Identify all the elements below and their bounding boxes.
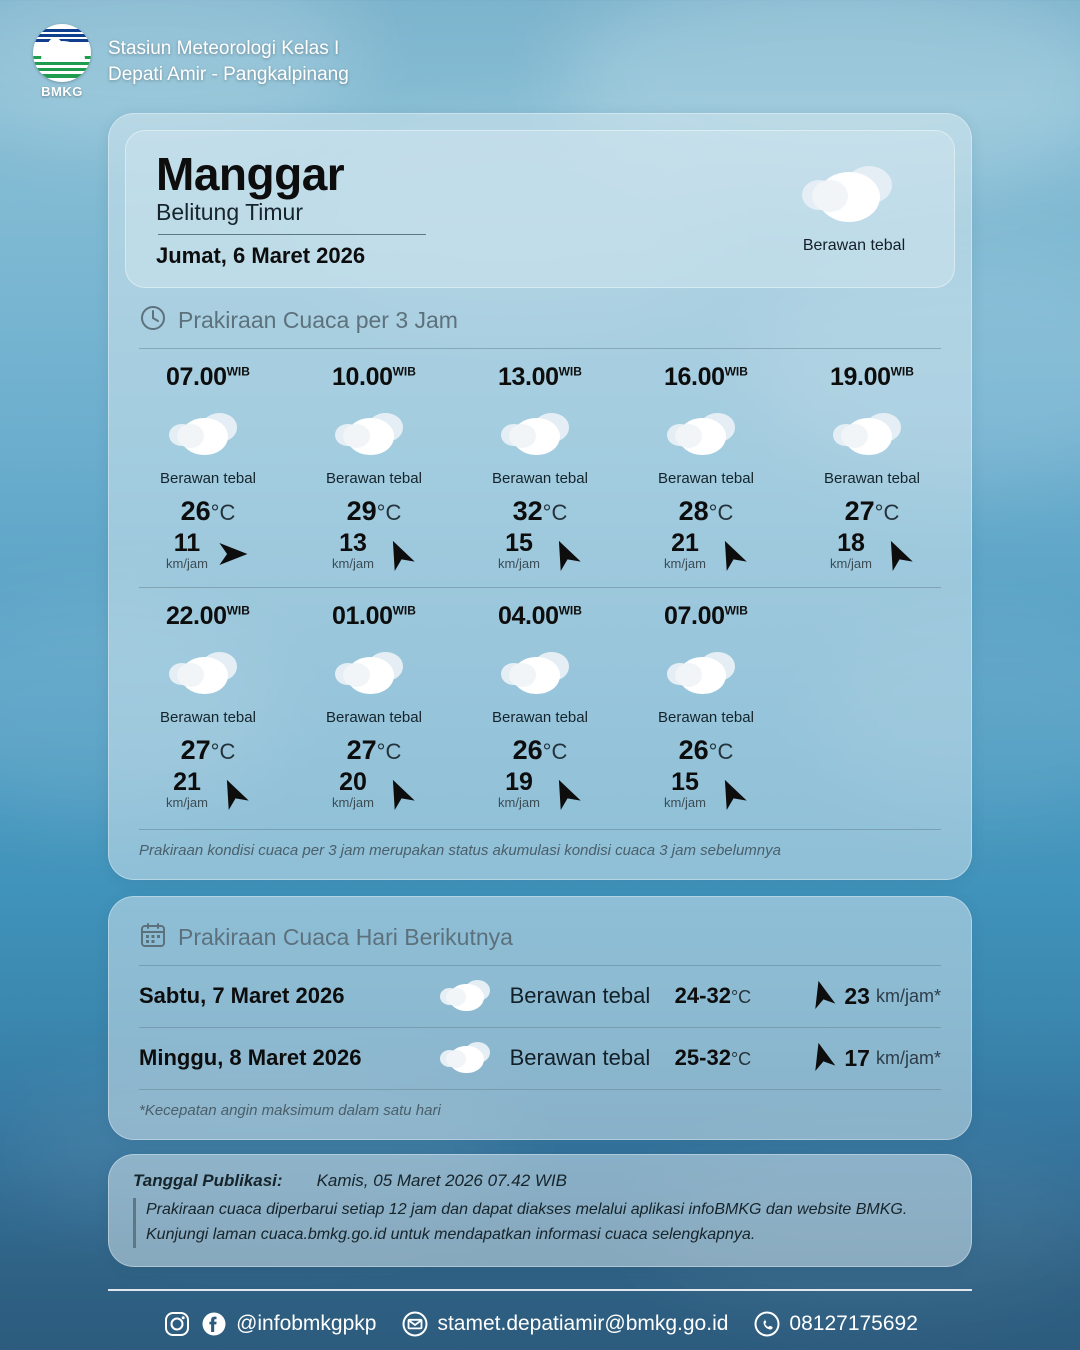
- email-group[interactable]: [400, 1309, 728, 1339]
- hourly-condition: Berawan tebal: [492, 469, 588, 487]
- hourly-wind: [291, 767, 457, 815]
- publication-value: Kamis, 05 Maret 2026 07.42 WIB: [316, 1170, 567, 1190]
- current-condition-block: [802, 164, 928, 255]
- wind-direction-arrow-icon: [880, 537, 914, 576]
- wind-speed: 20: [339, 767, 367, 796]
- cloud-heavy-icon: [457, 637, 623, 711]
- wind-unit: km/jam: [830, 555, 872, 571]
- wind-direction-arrow-icon: [382, 776, 416, 815]
- instagram-icon[interactable]: [162, 1309, 192, 1339]
- hourly-forecast-card: [108, 113, 972, 880]
- next-day-wind: [806, 978, 941, 1015]
- cloud-heavy-icon: [623, 637, 789, 711]
- next-days-note: *Kecepatan angin maksimum dalam satu hari: [139, 1101, 441, 1119]
- hourly-time: $16.00^{WIB}$: [664, 362, 748, 391]
- wind-speed: 13: [339, 528, 367, 557]
- hourly-condition: Berawan tebal: [492, 708, 588, 726]
- wind-unit: km/jam: [664, 794, 706, 810]
- hourly-temperature: 32°C: [512, 495, 568, 526]
- next-day-row: [125, 966, 955, 1027]
- hourly-wind: [291, 528, 457, 576]
- hourly-cell: [291, 349, 457, 576]
- hourly-section-title: Prakiraan Cuaca per 3 Jam: [178, 306, 458, 333]
- publication-label: Tanggal Publikasi:: [133, 1170, 283, 1190]
- next-day-condition: Berawan tebal: [509, 1045, 651, 1071]
- calendar-icon: [139, 921, 167, 954]
- wind-speed: 11: [173, 528, 201, 557]
- page-title: Manggar: [156, 148, 345, 200]
- wind-direction-arrow-icon: [216, 776, 250, 815]
- wind-direction-arrow-icon: [806, 1040, 838, 1077]
- clock-icon: [139, 304, 167, 337]
- wind-direction-arrow-icon: [548, 776, 582, 815]
- publication-body: [133, 1198, 949, 1248]
- page-header: [0, 0, 1080, 99]
- wind-speed: 21: [671, 528, 699, 557]
- hourly-time: $10.00^{WIB}$: [332, 362, 416, 391]
- wind-direction-arrow-icon: [714, 776, 748, 815]
- cloud-heavy-icon: [429, 1041, 510, 1076]
- hourly-cell: [291, 588, 457, 815]
- hourly-temperature: 27°C: [346, 734, 402, 765]
- wind-direction-arrow-icon: [382, 537, 416, 576]
- next-day-date: Sabtu, 7 Maret 2026: [139, 983, 345, 1009]
- wind-unit: km/jam: [332, 555, 374, 571]
- hourly-cell-empty: [789, 588, 955, 815]
- hourly-cell: [789, 349, 955, 576]
- hourly-temperature: 27°C: [844, 495, 900, 526]
- cloud-heavy-icon: [125, 398, 291, 472]
- next-days-list: [125, 966, 955, 1089]
- title-divider: [158, 234, 426, 235]
- forecast-date: Jumat, 6 Maret 2026: [156, 242, 366, 268]
- location-title-card: [125, 130, 955, 288]
- hourly-temperature: 26°C: [678, 734, 734, 765]
- station-name-line1: Stasiun Meteorologi Kelas I: [108, 37, 340, 59]
- bmkg-logo-icon: [33, 24, 91, 82]
- next-days-card: [108, 896, 972, 1140]
- hourly-row-1: [125, 349, 955, 576]
- hourly-note: Prakiraan kondisi cuaca per 3 jam merupakan status akumulasi kondisi cuaca 3 jam sebelumnya: [139, 841, 781, 859]
- hourly-wind: [623, 767, 789, 815]
- wind-speed: 17: [844, 1044, 870, 1071]
- wind-direction-arrow-icon: [216, 537, 250, 576]
- cloud-heavy-icon: [789, 398, 955, 472]
- email-icon[interactable]: [400, 1309, 430, 1339]
- publication-header: [133, 1171, 949, 1191]
- hourly-time: $07.00^{WIB}$: [664, 601, 748, 630]
- wind-speed: 18: [837, 528, 865, 557]
- hourly-wind: [457, 767, 623, 815]
- hourly-time: $22.00^{WIB}$: [166, 601, 250, 630]
- next-day-temperature: 25-32°C: [674, 1045, 752, 1071]
- wind-unit: km/jam*: [875, 985, 941, 1006]
- cloud-heavy-icon: [802, 164, 906, 231]
- phone-group[interactable]: [752, 1309, 917, 1339]
- hourly-condition: Berawan tebal: [658, 469, 754, 487]
- current-condition-label: Berawan tebal: [802, 237, 906, 255]
- cloud-heavy-icon: [125, 637, 291, 711]
- wind-speed: 19: [505, 767, 533, 796]
- next-day-temperature: 24-32°C: [674, 983, 752, 1009]
- hourly-time: $19.00^{WIB}$: [830, 362, 914, 391]
- phone-number[interactable]: 08127175692: [789, 1311, 918, 1335]
- email-address[interactable]: stamet.depatiamir@bmkg.go.id: [437, 1311, 729, 1335]
- next-days-title: Prakiraan Cuaca Hari Berikutnya: [178, 923, 513, 950]
- hourly-section-header: [125, 288, 955, 337]
- whatsapp-icon[interactable]: [752, 1309, 782, 1339]
- hourly-temperature: 28°C: [678, 495, 734, 526]
- next-day-row: [125, 1028, 955, 1089]
- hourly-condition: Berawan tebal: [824, 469, 920, 487]
- location-block: [156, 148, 426, 269]
- hourly-cell: [623, 588, 789, 815]
- hourly-cell: [125, 349, 291, 576]
- cloud-heavy-icon: [457, 398, 623, 472]
- hourly-cell: [125, 588, 291, 815]
- hourly-condition: Berawan tebal: [160, 708, 256, 726]
- bmkg-logo: [30, 24, 94, 99]
- wind-unit: km/jam: [332, 794, 374, 810]
- wind-unit: km/jam: [498, 555, 540, 571]
- social-handle[interactable]: @infobmkgpkp: [236, 1311, 377, 1335]
- hourly-condition: Berawan tebal: [326, 469, 422, 487]
- next-day-condition: Berawan tebal: [509, 983, 651, 1009]
- publication-card: [108, 1154, 972, 1267]
- region-label: Belitung Timur: [156, 198, 304, 225]
- wind-speed: 15: [505, 528, 533, 557]
- wind-direction-arrow-icon: [714, 537, 748, 576]
- wind-speed: 21: [173, 767, 201, 796]
- hourly-wind: [125, 528, 291, 576]
- publication-line2: Kunjungi laman cuaca.bmkg.go.id untuk mendapatkan informasi cuaca selengkapnya.: [146, 1225, 756, 1243]
- wind-unit: km/jam: [664, 555, 706, 571]
- wind-unit: km/jam: [166, 794, 208, 810]
- cloud-heavy-icon: [429, 979, 510, 1014]
- footer: [0, 1291, 1080, 1339]
- bmkg-logo-label: BMKG: [41, 84, 83, 99]
- wind-direction-arrow-icon: [548, 537, 582, 576]
- hourly-row-2: [125, 588, 955, 815]
- hourly-time: $13.00^{WIB}$: [498, 362, 582, 391]
- wind-speed: 23: [844, 982, 870, 1009]
- hourly-wind: [457, 528, 623, 576]
- hourly-condition: Berawan tebal: [658, 708, 754, 726]
- hourly-cell: [457, 349, 623, 576]
- hourly-temperature: 27°C: [180, 734, 236, 765]
- cloud-heavy-icon: [623, 398, 789, 472]
- hourly-temperature: 26°C: [180, 495, 236, 526]
- hourly-cell: [623, 349, 789, 576]
- wind-speed: 15: [671, 767, 699, 796]
- publication-line1: Prakiraan cuaca diperbarui setiap 12 jam dan dapat diakses melalui aplikasi infoBMKG dan website BMKG.: [146, 1200, 908, 1218]
- next-day-wind: [806, 1040, 941, 1077]
- cloud-heavy-icon: [291, 398, 457, 472]
- hourly-condition: Berawan tebal: [160, 469, 256, 487]
- station-name: [108, 36, 349, 87]
- wind-unit: km/jam: [498, 794, 540, 810]
- wind-direction-arrow-icon: [806, 978, 838, 1015]
- wind-unit: km/jam*: [875, 1047, 941, 1068]
- social-group[interactable]: [162, 1309, 376, 1339]
- hourly-condition: Berawan tebal: [326, 708, 422, 726]
- station-name-line2: Depati Amir - Pangkalpinang: [108, 63, 349, 85]
- cloud-heavy-icon: [291, 637, 457, 711]
- hourly-time: $01.00^{WIB}$: [332, 601, 416, 630]
- hourly-wind: [789, 528, 955, 576]
- hourly-time: $04.00^{WIB}$: [498, 601, 582, 630]
- hourly-cell: [457, 588, 623, 815]
- hourly-temperature: 26°C: [512, 734, 568, 765]
- facebook-icon[interactable]: [199, 1309, 229, 1339]
- next-day-date: Minggu, 8 Maret 2026: [139, 1045, 362, 1071]
- hourly-wind: [125, 767, 291, 815]
- wind-unit: km/jam: [166, 555, 208, 571]
- hourly-wind: [623, 528, 789, 576]
- next-days-header: [125, 913, 955, 954]
- hourly-temperature: 29°C: [346, 495, 402, 526]
- hourly-time: $07.00^{WIB}$: [166, 362, 250, 391]
